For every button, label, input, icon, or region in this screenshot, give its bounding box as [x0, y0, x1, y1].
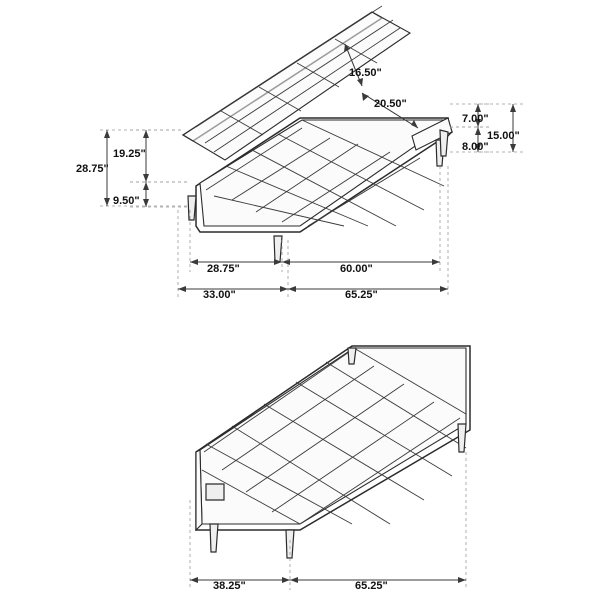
dim-label-overall-width: 65.25"	[345, 289, 378, 301]
dim-label-seat-depth: 20.50"	[374, 98, 407, 110]
dim-label-bed-depth: 38.25"	[213, 580, 246, 592]
dim-label-arm-top-height: 7.00"	[462, 113, 489, 125]
dim-label-bed-width: 65.25"	[355, 580, 388, 592]
dim-label-inner-seat-width: 60.00"	[340, 263, 373, 275]
dim-label-seat-height: 9.50"	[113, 195, 140, 207]
dim-back-cushion-height	[113, 130, 190, 182]
dim-label-backrest-depth: 16.50"	[349, 67, 382, 79]
dim-label-arm-side-height: 8.00"	[462, 141, 489, 153]
flat-bed-view	[190, 346, 470, 592]
dim-label-overall-depth: 33.00"	[203, 289, 236, 301]
dim-label-back-height-overall: 28.75"	[76, 163, 109, 175]
dim-label-inner-seat-depth: 28.75"	[207, 263, 240, 275]
upright-sofa-view	[76, 6, 524, 301]
dim-label-back-cushion-height: 19.25"	[113, 148, 146, 160]
dim-arm-top-height	[450, 104, 492, 127]
dim-arm-side-height	[450, 127, 492, 153]
dim-seat-height	[113, 182, 190, 207]
dim-label-side-height: 15.00"	[487, 130, 520, 142]
